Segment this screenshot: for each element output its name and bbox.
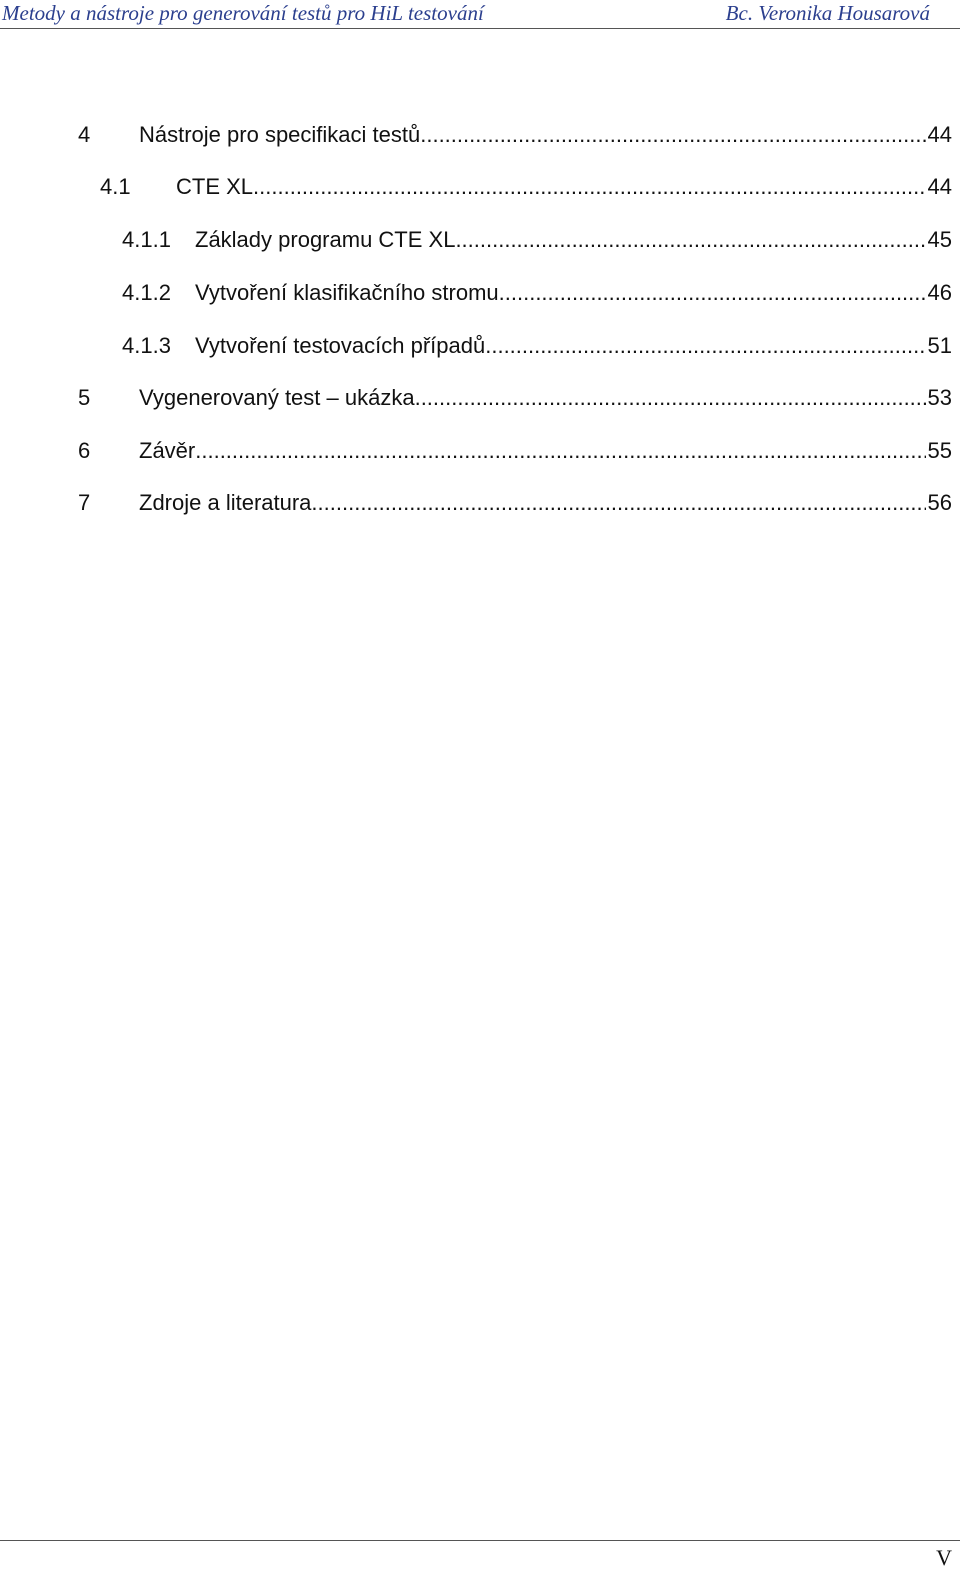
toc-entry-title: Závěr [139, 438, 196, 463]
toc-leader-dots [195, 437, 925, 465]
toc-entry-number: 4.1.3 [122, 333, 171, 358]
toc-entry-page: 44 [927, 174, 952, 199]
toc-entry-number: 4.1.1 [122, 227, 171, 252]
toc-entry-number: 4.1 [100, 174, 131, 199]
toc-entry-number: 5 [78, 385, 91, 410]
toc-leader-dots [420, 121, 925, 149]
toc-entry-title: CTE XL [176, 174, 254, 199]
toc-entry-page: 53 [927, 385, 952, 410]
toc-leader-dots [415, 384, 926, 412]
toc-entry[interactable] [0, 121, 952, 149]
toc-entry-number: 6 [78, 438, 91, 463]
toc-entry[interactable] [0, 332, 952, 360]
toc-leader-dots [499, 279, 926, 307]
toc-entry-page: 51 [927, 333, 952, 358]
running-header [0, 0, 960, 29]
toc-entry-page: 46 [927, 280, 952, 305]
toc-entry-title: Vygenerovaný test – ukázka [139, 385, 415, 410]
header-document-title: Metody a nástroje pro generování testů pro HiL testování [2, 1, 484, 25]
toc-entry-title: Vytvoření testovacích případů [195, 333, 486, 358]
header-author: Bc. Veronika Housarová [725, 1, 930, 25]
toc-entry-title: Zdroje a literatura [139, 490, 312, 515]
page-number: V [936, 1545, 952, 1570]
toc-entry[interactable] [0, 489, 952, 517]
toc-leader-dots [485, 332, 925, 360]
toc-entry-page: 45 [927, 227, 952, 252]
toc-entry-number: 7 [78, 490, 91, 515]
toc-entry-page: 44 [927, 122, 952, 147]
toc-entry-number: 4 [78, 122, 91, 147]
toc-entry-title: Základy programu CTE XL [195, 227, 456, 252]
toc-entry-page: 56 [927, 490, 952, 515]
toc-entry[interactable] [0, 437, 952, 465]
toc-leader-dots [455, 226, 925, 254]
toc-entry-number: 4.1.2 [122, 280, 171, 305]
toc-leader-dots [253, 173, 925, 201]
toc-entry-title: Nástroje pro specifikaci testů [139, 122, 421, 147]
toc-entry[interactable] [0, 173, 952, 201]
toc-entry-title: Vytvoření klasifikačního stromu [195, 280, 499, 305]
toc-entry[interactable] [0, 226, 952, 254]
toc-entry-page: 55 [927, 438, 952, 463]
footer-rule [0, 1540, 960, 1541]
toc-leader-dots [311, 489, 925, 517]
toc-entry[interactable] [0, 384, 952, 412]
toc-entry[interactable] [0, 279, 952, 307]
